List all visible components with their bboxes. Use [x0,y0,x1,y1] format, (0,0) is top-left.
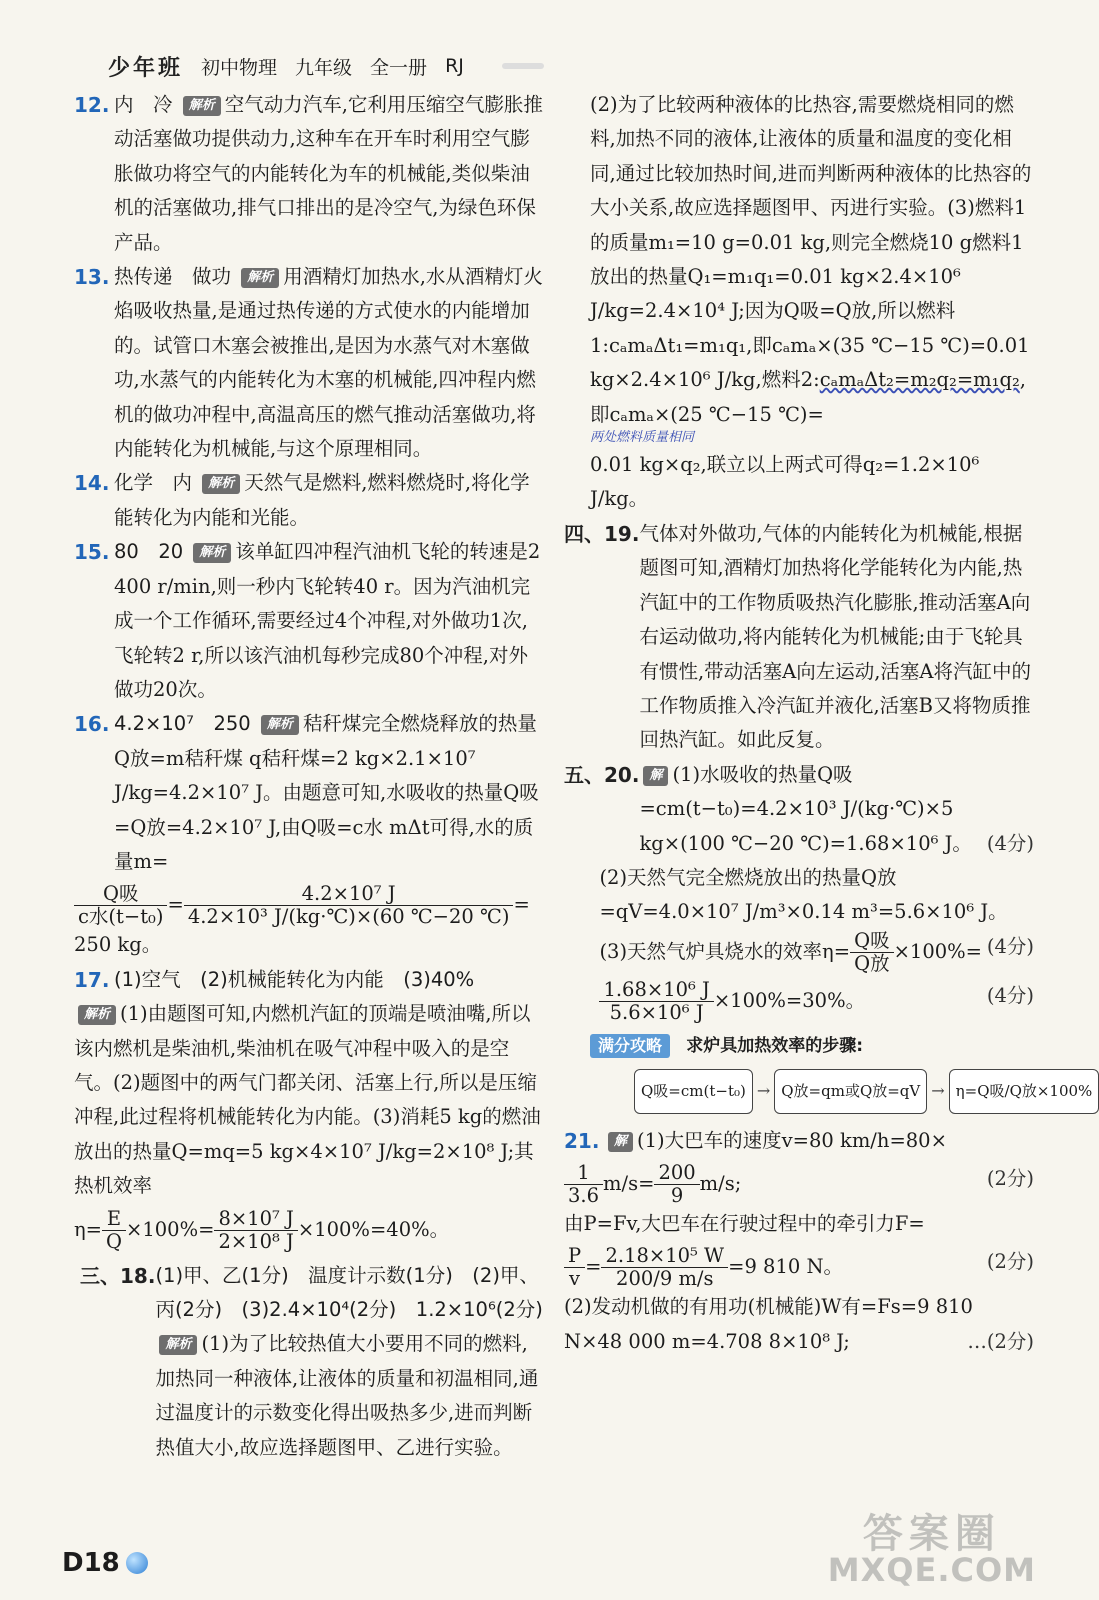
analysis-text: 秸秆煤完全燃烧释放的热量Q放=m秸秆煤 q秸秆煤=2 kg×2.1×10⁷ J/kg=4.2×10⁷ J。由题意可知,水吸收的热量Q吸=Q放=4.2×10⁷ J,由Q吸=c水 mΔt可得,水的质量m= [114,712,539,873]
analysis-tag: 解析 [202,474,240,494]
header-decoration [502,63,544,69]
page-footer [62,1548,148,1578]
score: (4分) [986,983,1034,1007]
score: (2分) [986,1250,1034,1274]
answer-13 [74,260,546,466]
analysis-tag: 解析 [78,1005,116,1025]
analysis-tag: 解析 [193,543,231,563]
watermark-logo: 答案圈 [862,1511,1001,1557]
fraction: $\frac{\text{Q吸}}{\text{Q放}}$ [850,930,894,975]
analysis-text: 用酒精灯加热水,水从酒精灯火焰吸收热量,是通过热传递的方式使水的内能增加的。试管口木塞会被推出,是因为水蒸气对木塞做功,水蒸气的内能转化为木塞的机械能,四冲程内燃机的做功冲程中,高温高压的燃气推动活塞做功,将内能转化为机械能,与这个原理相同。 [114,265,543,461]
fraction: $\frac{E}{Q}$ [102,1208,126,1253]
answer-text: 气体对外做功,气体的内能转化为机械能,根据题图可知,酒精灯加热将化学能转化为内能,热汽缸中的工作物质吸热汽化膨胀,推动活塞A向右运动做功,将内能转化为机械能;由于飞轮具有惯性,带动活塞A向左运动,活塞A将汽缸中的工作物质推入冷汽缸并液化,活塞B又将物质推回热汽缸。如此反复。 [639,521,1031,752]
grade: 九年级 [295,56,353,79]
analysis-tag: 解析 [159,1335,197,1355]
question-number: 15. [74,540,110,565]
strategy-box [564,1028,1093,1114]
score: (2分) [986,1166,1034,1190]
analysis-tag: 解析 [183,96,221,116]
question-number: 五、20. [564,762,640,787]
arrow-icon: → [931,1081,945,1101]
fraction: $\frac{200}{9}$ [654,1162,699,1207]
answer-text: 内 冷 [114,93,173,116]
answer-text: (1)空气 (2)机械能转化为内能 (3)40% [114,967,475,991]
strategy-title: 求炉具加热效率的步骤: [686,1035,864,1056]
question-number: 13. [74,265,110,290]
analysis-text: (1)由题图可知,内燃机汽缸的顶端是喷油嘴,所以该内燃机是柴油机,柴油机在吸气冲程中吸入的是空气。(2)题图中的两气门都关闭、活塞上行,所以是压缩冲程,此过程将机械能转化为内能。(3)消耗5 kg的燃油放出的热量Q=mq=5 kg×4×10⁷ J/kg=2×10⁸ J;其热机效率 [74,1002,541,1198]
watermark-url: MXQE.COM [827,1551,1036,1589]
volume: 全一册 [370,56,428,79]
answer-text: 80 20 [114,540,184,564]
flow-step: Q放=qm或Q放=qV [774,1069,927,1113]
analysis-tag: 解析 [241,268,279,288]
strategy-tag: 满分攻略 [590,1034,670,1058]
flow-step: Q吸=cm(t−t₀) [634,1069,753,1113]
answer-18 [74,1259,546,1465]
page-number: D18 [62,1548,120,1578]
answer-20: 五、20. 解 (1)水吸收的热量Q吸=cm(t−t₀)=4.2×10³ J/(kg·℃)×5 kg×(100 ℃−20 ℃)=1.68×10⁶ J。 (4分) (2)天然气完全燃烧放出的热量Q放=qV=4.0×10⁷ J/m³×0.14 m³=5.6×10⁶ J。 (4分) (3)天然气炉具烧水的效率η= $\frac{\text{Q吸}}{\text{Q放}}$ ×100%= $\frac{\text{1.68×10⁶ J}}{\text{5.6×10⁶ J}}$ ×100%=30%。 (4分) [564,758,1034,1024]
answer-18-continued: (2)为了比较两种液体的比热容,需要燃烧相同的燃料,加热不同的液体,让液体的质量和温度的变化相同,通过比较加热时间,进而判断两种液体的比热容的大小关系,故应选择题图甲、丙进行实验。(3)燃料1的质量m₁=10 g=0.01 kg,则完全燃烧10 g燃料1放出的热量Q₁=m₁q₁=0.01 kg×2.4×10⁶ J/kg=2.4×10⁴ J;因为Q吸=Q放,所以燃料1:cₐmₐΔt₁=m₁q₁,即cₐmₐ×(35 ℃−15 ℃)=0.01 kg×2.4×10⁶ J/kg,燃料2:cₐmₐΔt₂=m₂q₂=m₁q₂,即cₐmₐ×(25 ℃−15 ℃)= 两处燃料质量相同 0.01 kg×q₂,联立以上两式可得q₂=1.2×10⁶ J/kg。 [564,88,1034,517]
underlined-formula: cₐmₐΔt₂=m₂q₂=m₁q₂ [819,368,1020,392]
answer-text: (1)甲、乙(1分) 温度计示数(1分) (2)甲、丙(2分) (3)2.4×10⁴(2分) 1.2×10⁶(2分) [155,1263,543,1321]
answer-text: 热传递 做功 [114,265,232,289]
question-number: 17. [74,967,110,992]
flow-diagram [634,1069,1093,1113]
analysis-tag: 解析 [261,715,299,735]
fraction: $\frac{\text{Q吸}}{\text{c水(t−t₀)}}$ [74,883,167,928]
flow-step: η=Q吸/Q放×100% [949,1069,1099,1113]
fraction: $\frac{1}{3.6}$ [564,1162,603,1207]
formula-row: $\frac{\text{Q吸}}{\text{c水(t−t₀)}}$ = $\frac{\text{4.2×10⁷ J}}{\text{4.2×10³ J/(kg·℃)×(60 ℃−20 ℃)}}$ = [74,883,546,928]
score: (4分) [986,831,1034,855]
answer-17 [74,963,546,1253]
answer-19 [564,517,1034,758]
edition: RJ [445,55,464,77]
subject: 初中物理 [201,56,278,79]
answer-text: 化学 内 [114,471,193,495]
fraction: $\frac{\text{8×10⁷ J}}{\text{2×10⁸ J}}$ [214,1208,297,1253]
left-column [74,88,546,1465]
answer-12 [74,88,546,260]
analysis-text: 空气动力汽车,它利用压缩空气膨胀推动活塞做功提供动力,这种车在开车时利用空气膨胀做功将空气的内能转化为车的机械能,类似柴油机的活塞做功,排气口排出的是冷空气,为绿色环保产品。 [114,93,543,254]
result-text: 250 kg。 [74,933,162,957]
answer-21: 21. 解 (1)大巴车的速度v=80 km/h=80× $\frac{1}{3.6}$ m/s= $\frac{200}{9}$ m/s; (2分) 由P=Fv,大巴车在行驶过程中的牵引力F= $\frac{P}{v}$ = $\frac{\text{2.18×10⁵ W}}{200/9 m/s}$ =9 810 N。 (2分) (2)发动机做的有用功(机械能)W有=Fs=9 810 N×48 000 m=4.708 8×10⁸ J; …(2分) [564,1124,1034,1360]
answer-14 [74,466,546,535]
question-number: 21. [564,1128,600,1153]
right-column [564,88,1093,1359]
watermark [827,1511,1036,1589]
page-header [108,48,544,84]
answer-text: 4.2×10⁷ 250 [114,712,251,736]
fraction: $\frac{\text{4.2×10⁷ J}}{\text{4.2×10³ J/(kg·℃)×(60 ℃−20 ℃)}}$ [184,883,514,928]
question-number: 16. [74,712,110,737]
analysis-text: 该单缸四冲程汽油机飞轮的转速是2 400 r/min,则一秒内飞轮转40 r。因为汽油机完成一个工作循环,需要经过4个冲程,对外做功1次,飞轮转2 r,所以该汽油机每秒完成80个冲程,对外做功20次。 [114,540,541,701]
answer-16 [74,707,546,962]
analysis-text: 天然气是燃料,燃料燃烧时,将化学能转化为内能和光能。 [114,471,530,529]
formula-row: η= $\frac{E}{Q}$ ×100%= $\frac{\text{8×10⁷ J}}{\text{2×10⁸ J}}$ ×100%=40%。 [74,1206,450,1253]
fraction: $\frac{\text{1.68×10⁶ J}}{\text{5.6×10⁶ J}}$ [599,979,713,1024]
question-number: 三、18. [80,1263,156,1288]
solution-tag: 解 [608,1132,633,1152]
fraction: $\frac{P}{v}$ [564,1245,585,1290]
question-number: 四、19. [564,521,640,546]
score: …(2分) [967,1329,1034,1353]
question-number: 12. [74,93,110,117]
brand-logo: 少年班 [108,55,184,81]
handwritten-note: 两处燃料质量相同 [590,430,695,446]
solution-tag: 解 [643,766,668,786]
analysis-text: (1)为了比较热值大小要用不同的燃料,加热同一种液体,让液体的质量和初温相同,通过温度计的示数变化得出吸热多少,进而判断热值大小,故应选择题图甲、乙进行实验。 [155,1332,539,1459]
question-number: 14. [74,471,110,496]
answer-15 [74,535,546,707]
fraction: $\frac{\text{2.18×10⁵ W}}{200/9 m/s}$ [601,1245,728,1290]
globe-icon [126,1552,148,1574]
score: (4分) [986,934,1034,958]
arrow-icon: → [756,1081,771,1101]
